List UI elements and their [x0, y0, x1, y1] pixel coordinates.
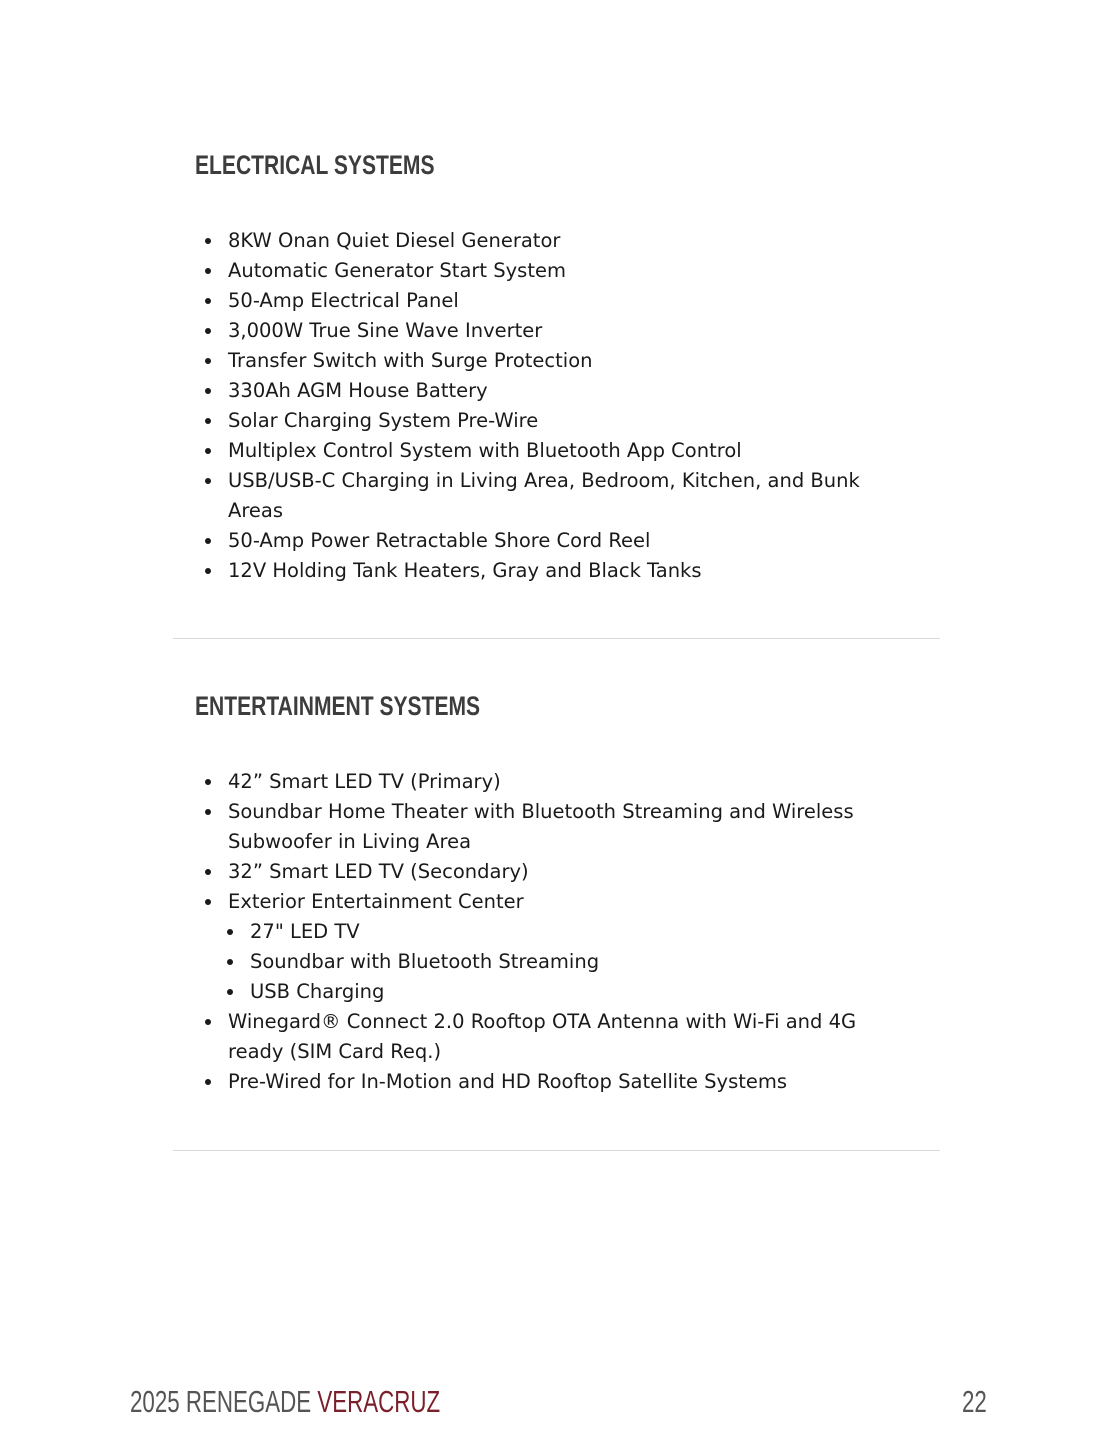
entertainment-systems-heading: ENTERTAINMENT SYSTEMS	[195, 691, 481, 721]
list-item: 32” Smart LED TV (Secondary)	[203, 857, 903, 887]
sub-list-item: USB Charging	[203, 977, 903, 1007]
list-item: 50-Amp Electrical Panel	[203, 286, 903, 316]
list-item: USB/USB-C Charging in Living Area, Bedroom, Kitchen, and Bunk Areas	[203, 466, 903, 526]
list-item: Exterior Entertainment Center	[203, 887, 903, 917]
list-item: 8KW Onan Quiet Diesel Generator	[203, 226, 903, 256]
sub-list-item: 27" LED TV	[203, 917, 903, 947]
list-item: Automatic Generator Start System	[203, 256, 903, 286]
list-item: 42” Smart LED TV (Primary)	[203, 767, 903, 797]
footer-brand-prefix: 2025 RENEGADE	[130, 1384, 312, 1419]
list-item: 50-Amp Power Retractable Shore Cord Reel	[203, 526, 903, 556]
list-item: 330Ah AGM House Battery	[203, 376, 903, 406]
footer-brand-accent: VERACRUZ	[317, 1384, 441, 1419]
list-item: 3,000W True Sine Wave Inverter	[203, 316, 903, 346]
page-number: 22	[962, 1384, 987, 1419]
list-item: Multiplex Control System with Bluetooth App Control	[203, 436, 903, 466]
footer-brand	[130, 1384, 440, 1420]
sub-list-item: Soundbar with Bluetooth Streaming	[203, 947, 903, 977]
electrical-systems-list	[203, 226, 903, 586]
section-divider	[173, 638, 940, 639]
section-divider	[173, 1150, 940, 1151]
list-item: Pre-Wired for In-Motion and HD Rooftop Satellite Systems	[203, 1067, 903, 1097]
list-item: Transfer Switch with Surge Protection	[203, 346, 903, 376]
list-item: Soundbar Home Theater with Bluetooth Streaming and Wireless Subwoofer in Living Area	[203, 797, 903, 857]
list-item: 12V Holding Tank Heaters, Gray and Black Tanks	[203, 556, 903, 586]
entertainment-systems-list	[203, 767, 903, 1097]
list-item: Solar Charging System Pre-Wire	[203, 406, 903, 436]
list-item: Winegard® Connect 2.0 Rooftop OTA Antenna with Wi-Fi and 4G ready (SIM Card Req.)	[203, 1007, 903, 1067]
electrical-systems-heading: ELECTRICAL SYSTEMS	[195, 150, 435, 180]
